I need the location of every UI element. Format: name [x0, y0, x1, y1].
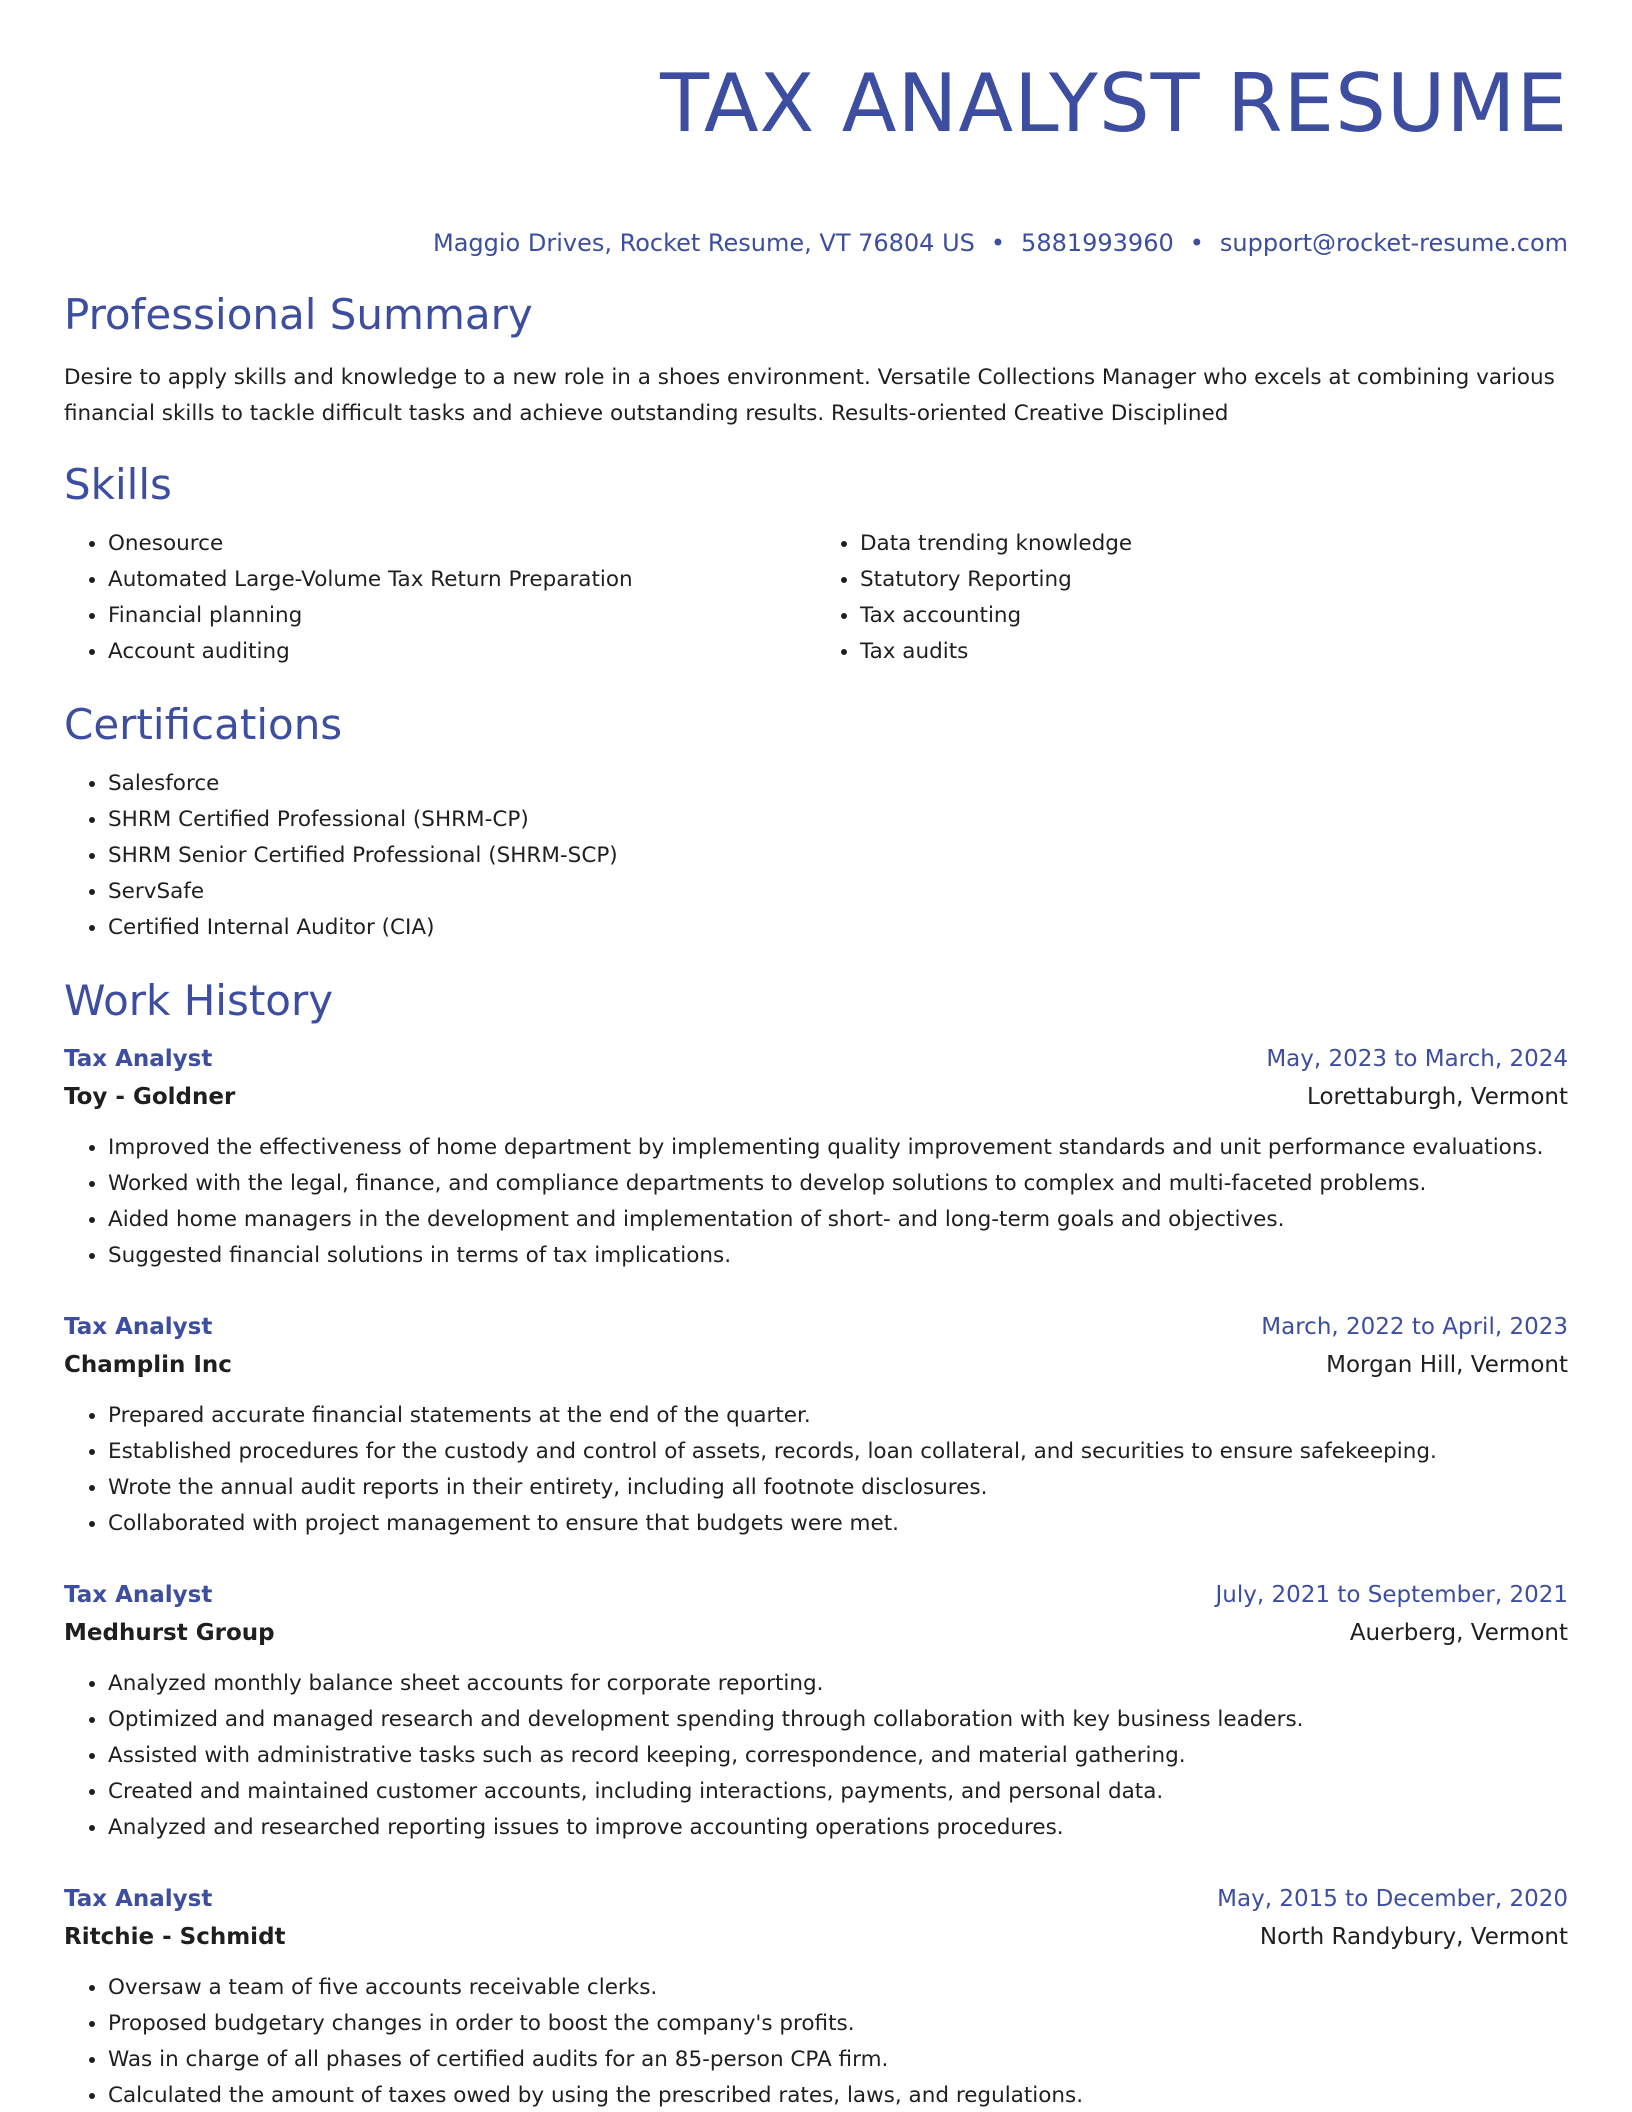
contact-separator: • [1189, 229, 1204, 257]
job-title: Tax Analyst [64, 1046, 213, 1072]
job-company-row [64, 1078, 1568, 1116]
job-entry [64, 1576, 1568, 1846]
job-dates: May, 2023 to March, 2024 [1266, 1046, 1568, 1072]
job-entry [64, 1308, 1568, 1542]
job-bullet: • Collaborated with project management to ensure that budgets were met. [108, 1506, 1568, 1542]
job-location: Lorettaburgh, Vermont [1307, 1084, 1568, 1110]
job-bullet: • Proposed budgetary changes in order to boost the company's profits. [108, 2006, 1568, 2042]
job-title-row [64, 1040, 1568, 1078]
job-bullets [64, 1666, 1568, 1846]
summary-heading: Professional Summary [64, 290, 533, 339]
certifications-list [64, 766, 1568, 946]
job-bullets [64, 1970, 1568, 2112]
job-bullet: • Was in charge of all phases of certified audits for an 85-person CPA firm. [108, 2042, 1568, 2078]
skill-item: • Statutory Reporting [860, 562, 1568, 598]
job-bullets [64, 1398, 1568, 1542]
job-entry [64, 1040, 1568, 1274]
certification-item: • SHRM Certified Professional (SHRM-CP) [108, 802, 1568, 838]
job-entry [64, 1880, 1568, 2112]
job-dates: May, 2015 to December, 2020 [1217, 1886, 1568, 1912]
contact-email[interactable]: support@rocket-resume.com [1219, 229, 1568, 257]
job-company: Toy - Goldner [64, 1084, 236, 1110]
job-bullets [64, 1130, 1568, 1274]
skill-item: • Automated Large-Volume Tax Return Preparation [108, 562, 816, 598]
skills-heading: Skills [64, 460, 172, 509]
skills-list-left [64, 526, 816, 670]
job-title: Tax Analyst [64, 1582, 213, 1608]
job-bullet: • Prepared accurate financial statements at the end of the quarter. [108, 1398, 1568, 1434]
job-title-row [64, 1880, 1568, 1918]
summary-section [64, 290, 1568, 432]
skill-item: • Tax accounting [860, 598, 1568, 634]
certification-item: • ServSafe [108, 874, 1568, 910]
job-dates: March, 2022 to April, 2023 [1261, 1314, 1568, 1340]
job-bullet: • Assisted with administrative tasks such as record keeping, correspondence, and material gathering. [108, 1738, 1568, 1774]
summary-text: Desire to apply skills and knowledge to a new role in a shoes environment. Versatile Collections Manager who excels at combining various financial skills to tackle difficult tasks and achieve outstanding results. Results-oriented Creative Disciplined [64, 365, 1555, 426]
work-history-section [64, 976, 1568, 2112]
skills-list-right [816, 526, 1568, 670]
contact-phone: 5881993960 [1021, 229, 1174, 257]
skills-grid [64, 526, 1568, 670]
skill-item: • Tax audits [860, 634, 1568, 670]
job-bullet: • Oversaw a team of five accounts receivable clerks. [108, 1970, 1568, 2006]
contact-address: Maggio Drives, Rocket Resume, VT 76804 US [432, 229, 975, 257]
job-bullet: • Calculated the amount of taxes owed by using the prescribed rates, laws, and regulations. [108, 2078, 1568, 2112]
job-location: North Randybury, Vermont [1259, 1924, 1568, 1950]
certification-item: • SHRM Senior Certified Professional (SHRM-SCP) [108, 838, 1568, 874]
job-bullet: • Worked with the legal, finance, and compliance departments to develop solutions to complex and multi-faceted problems. [108, 1166, 1568, 1202]
job-location: Morgan Hill, Vermont [1326, 1352, 1568, 1378]
job-bullet: • Suggested financial solutions in terms of tax implications. [108, 1238, 1568, 1274]
job-bullet: • Analyzed and researched reporting issues to improve accounting operations procedures. [108, 1810, 1568, 1846]
certifications-heading: Certifications [64, 700, 343, 749]
certification-item: • Certified Internal Auditor (CIA) [108, 910, 1568, 946]
job-company-row [64, 1614, 1568, 1652]
job-bullet: • Established procedures for the custody and control of assets, records, loan collateral, and securities to ensure safekeeping. [108, 1434, 1568, 1470]
certifications-section [64, 700, 1568, 946]
job-location: Auerberg, Vermont [1349, 1620, 1568, 1646]
job-title-row [64, 1308, 1568, 1346]
job-bullet: • Created and maintained customer accounts, including interactions, payments, and personal data. [108, 1774, 1568, 1810]
resume-title: TAX ANALYST RESUME [660, 57, 1568, 150]
job-dates: July, 2021 to September, 2021 [1215, 1582, 1568, 1608]
skill-item: • Onesource [108, 526, 816, 562]
skill-item: • Data trending knowledge [860, 526, 1568, 562]
job-title: Tax Analyst [64, 1886, 213, 1912]
certification-item: • Salesforce [108, 766, 1568, 802]
skill-item: • Account auditing [108, 634, 816, 670]
job-bullet: • Optimized and managed research and development spending through collaboration with key business leaders. [108, 1702, 1568, 1738]
job-title: Tax Analyst [64, 1314, 213, 1340]
job-bullet: • Wrote the annual audit reports in their entirety, including all footnote disclosures. [108, 1470, 1568, 1506]
contact-line [64, 228, 1568, 258]
work-history-heading: Work History [64, 976, 334, 1025]
job-bullet: • Aided home managers in the development and implementation of short- and long-term goals and objectives. [108, 1202, 1568, 1238]
job-bullet: • Analyzed monthly balance sheet accounts for corporate reporting. [108, 1666, 1568, 1702]
job-company: Medhurst Group [64, 1620, 275, 1646]
job-company: Ritchie - Schmidt [64, 1924, 286, 1950]
job-bullet: • Improved the effectiveness of home department by implementing quality improvement standards and unit performance evaluations. [108, 1130, 1568, 1166]
contact-separator: • [990, 229, 1006, 257]
skill-item: • Financial planning [108, 598, 816, 634]
job-company-row [64, 1918, 1568, 1956]
skills-section [64, 460, 1568, 670]
job-company-row [64, 1346, 1568, 1384]
job-company: Champlin Inc [64, 1352, 232, 1378]
job-title-row [64, 1576, 1568, 1614]
